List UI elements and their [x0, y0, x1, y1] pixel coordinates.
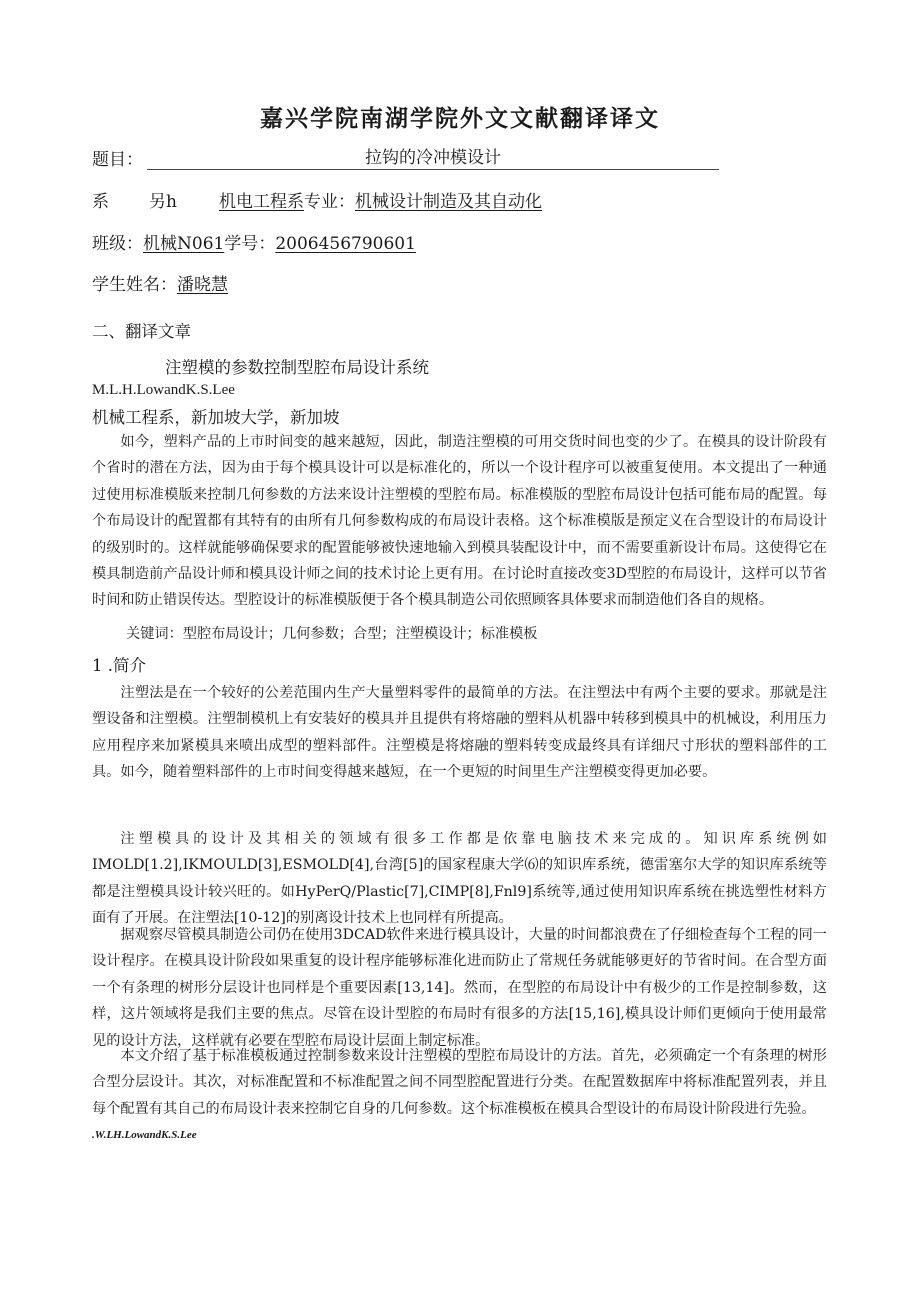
- intro-paragraph-3: 据观察尽管模具制造公司仍在使用3DCAD软件来进行模具设计，大量的时间都浪费在了仔细检查每个工程的同一设计程序。在模具设计阶段如果重复的设计程序能够标准化进而防止了常规任务就能够更好的节省时间。在合型方面一个有条理的树形分层设计也同样是个重要因素[13,14]。然而，在型腔的布局设计中有极少的工作是控制参数，这样，这片领域将是我们主要的焦点。尽管在设计型腔的布局时有很多的方法[15,16],模具设计师们更倾向于使用最常见的设计方法，这样就有必要在型腔布局设计层面上制定标准。: [92, 927, 827, 1049]
- intro-paragraph-1: 注塑法是在一个较好的公差范围内生产大量塑料零件的最简单的方法。在注塑法中有两个主要的要求。那就是注塑设备和注塑模。注塑制模机上有安装好的模具并且提供有将熔融的塑料从机器中转移到模具中的机械设，利用压力应用程序来加紧模具来喷出成型的塑料部件。注塑模是将熔融的塑料转变成最终具有详细尺寸形状的塑料部件的工具。如今，随着塑料部件的上市时间变得越来越短，在一个更短的时间里生产注塑模变得更加必要。: [92, 685, 827, 781]
- intro-paragraph-4: 本文介绍了基于标准模板通过控制参数来设计注塑模的型腔布局设计的方法。首先，必须确定一个有条理的树形合型分层设计。其次，对标准配置和不标准配置之间不同型腔配置进行分类。在配置数据库中将标准配置列表，并且每个配置有其自己的布局设计表来控制它自身的几何参数。这个标准模板在模具合型设计的布局设计阶段进行先验。: [92, 1048, 827, 1117]
- class-value: 机械N061: [143, 234, 225, 254]
- abstract-paragraph: 如今，塑料产品的上市时间变的越来越短，因此，制造注塑模的可用交货时间也变的少了。在模具的设计阶段有个省时的潜在方法，因为由于每个模具设计可以是标准化的，所以一个设计程序可以被重复使用。本文提出了一种通过使用标准模版来控制几何参数的方法来设计注塑模的型腔布局。标准模版的型腔布局设计包括可能布局的配置。每个布局设计的配置都有其特有的由所有几何参数构成的布局设计表格。这个标准模版是预定义在合型设计的布局设计的级别时的。这样就能够确保要求的配置能够被快速地输入到模具装配设计中，而不需要重新设计布局。这使得它在模具制造前产品设计师和模具设计师之间的技术讨论上更有用。在讨论时直接改变3D型腔的布局设计，这样可以节省时间和防止错误传达。型腔设计的标准模版便于各个模具制造公司依照顾客具体要求而制造他们各自的规格。: [92, 434, 827, 609]
- topic-value: 拉钩的冷冲模设计: [147, 147, 719, 170]
- class-label: 班级：: [92, 234, 143, 254]
- department-value: 机电工程系: [218, 192, 304, 212]
- student-id-label: 学号：: [224, 234, 276, 254]
- page-footer: .W.LH.LowandK.S.Lee: [92, 1129, 197, 1141]
- department-label-a: 系: [92, 192, 109, 212]
- student-name-row: [92, 270, 228, 295]
- keywords-line: 关键词：型腔布局设计；几何参数；合型；注塑模设计；标准模板: [126, 626, 538, 642]
- introduction-heading: 1 .简介: [92, 656, 146, 675]
- intro-paragraph-2: 注塑模具的设计及其相关的领域有很多工作都是依靠电脑技术来完成的。知识库系统例如IMOLD[1.2],IKMOULD[3],ESMOLD[4],台湾[5]的国家程康大学⑹的知识库系统，德雷塞尔大学的知识库系统等都是注塑模具设计较兴旺的。如HyPerQ∕Plastic[7],CIMP[8],Fnl9]系统等,通过使用知识库系统在挑选塑性材料方面有了开展。在注塑法[10-12]的别离设计技术上也同样有所提高。: [92, 831, 827, 927]
- topic-row: [92, 145, 719, 170]
- article-authors: M.L.H.LowandK.S.Lee: [92, 382, 235, 398]
- article-affiliation: 机械工程系，新加坡大学，新加坡: [92, 408, 340, 427]
- student-id-value: 2006456790601: [275, 234, 416, 254]
- student-name-label: 学生姓名：: [92, 275, 177, 295]
- student-name-value: 潘晓慧: [177, 275, 228, 295]
- topic-label: 题目：: [92, 150, 143, 170]
- major-label: 专业：: [303, 192, 355, 212]
- document-title: 嘉兴学院南湖学院外文文献翻译译文: [260, 105, 660, 132]
- article-title: 注塑模的参数控制型腔布局设计系统: [165, 358, 429, 377]
- class-row: [92, 229, 416, 254]
- major-value: 机械设计制造及其自动化: [354, 192, 542, 212]
- department-row: [92, 187, 542, 212]
- section-heading: 二、翻译文章: [92, 322, 191, 341]
- department-label-b: 另h: [149, 192, 177, 212]
